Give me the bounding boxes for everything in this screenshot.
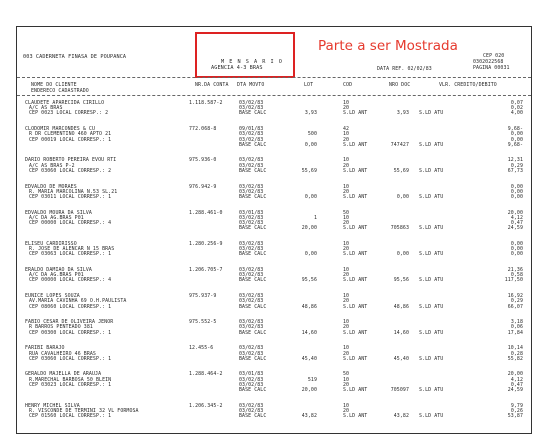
amount-value: 55,82	[507, 355, 523, 362]
base-calc: BASE CALC	[239, 413, 267, 420]
movement-date: 03/02/83	[239, 272, 264, 279]
cod-value: S.LD ANT	[343, 413, 368, 420]
base-calc: BASE CALC	[239, 193, 267, 200]
movement-date: 03/02/83	[239, 298, 264, 305]
client-address: R. JOSE DE ALENCAR N 15 BRAS	[29, 246, 115, 253]
report-period: M E N S A R I O	[221, 59, 283, 65]
amount-value: 0,47	[510, 381, 523, 388]
base-calc: BASE CALC	[239, 277, 267, 284]
account-number: 1.288.464-2	[189, 371, 223, 378]
sld-status: S.LD ATU	[419, 167, 444, 174]
client-cep: CEP 03060 LOCAL CORRESP.: 2	[29, 167, 112, 174]
amount-value: 16,92	[507, 293, 523, 300]
lot-value: 20,00	[301, 225, 317, 232]
cod-value: 42	[343, 126, 350, 133]
client-name: GERALDO MAJELLA DE ARAUJA	[25, 371, 102, 378]
movement-date: 03/02/83	[239, 376, 264, 383]
report-cep: CEP 020	[483, 53, 505, 59]
lot-value: 55,69	[301, 167, 317, 174]
amount-value: 9,68-	[507, 141, 523, 148]
account-number: 975.937-9	[189, 293, 217, 300]
cod-value: 20	[343, 188, 350, 195]
client-cep: CEP 03023 LOCAL CORRESP.: 1	[29, 381, 112, 388]
client-address: R BARROS PENTEADO 381	[29, 324, 93, 331]
amount-value: 20,00	[507, 209, 523, 216]
movement-date: 03/02/83	[239, 267, 264, 273]
client-cep: CEP 08060 LOCAL CORRESP.: 1	[29, 303, 112, 310]
client-cep: CEP 00019 LOCAL CORRESP.: 1	[29, 136, 112, 143]
doc-number: 55,69	[393, 167, 409, 174]
doc-number: 705097	[390, 387, 409, 393]
cod-value: 10	[343, 293, 350, 300]
cod-value: S.LD ANT	[343, 303, 368, 310]
client-cep: CEP 01560 LOCAL CORRESP.: 1	[29, 413, 112, 420]
amount-value: 53,87	[507, 413, 523, 420]
amount-value: 21,36	[507, 267, 523, 273]
client-address: R.MARECHAL BARBOSA 50 BLEIN	[29, 376, 112, 383]
cod-value: 10	[343, 157, 350, 164]
cod-value: 10	[343, 402, 350, 409]
header-rule-bottom	[17, 95, 531, 96]
account-number: 1.118.587-2	[189, 100, 223, 106]
lot-value: 43,82	[301, 413, 317, 420]
cod-value: 20	[343, 324, 350, 331]
amount-value: 0,28	[510, 350, 523, 357]
cod-value: S.LD ANT	[343, 225, 368, 232]
base-calc: BASE CALC	[239, 167, 267, 174]
amount-value: 9,68-	[507, 126, 523, 133]
amount-value: 0,06	[510, 324, 523, 331]
amount-value: 0,00	[510, 183, 523, 190]
lot-value: 20,00	[301, 387, 317, 393]
doc-number: 705863	[390, 225, 409, 232]
sld-status: S.LD ATU	[419, 251, 444, 258]
report-title: 003 CADERNETA FINASA DE POUPANCA	[23, 54, 127, 60]
base-calc: BASE CALC	[239, 303, 267, 310]
report-agency: AGENCIA 4-3 BRAS	[211, 65, 263, 71]
amount-value: 0,00	[510, 193, 523, 200]
movement-date: 03/02/83	[239, 345, 264, 352]
base-calc: BASE CALC	[239, 141, 267, 148]
amount-value: 0,00	[510, 131, 523, 138]
lot-value: 3,93	[304, 110, 317, 117]
movement-date: 03/02/83	[239, 246, 264, 253]
client-name: ELISEU CARDIRISSO	[25, 240, 77, 247]
amount-value: 3,18	[510, 319, 523, 326]
client-name: CLODOMIR MARCONDES & CU	[25, 126, 96, 133]
client-name: CLAUDETE APARECIDA CIRILLO	[25, 100, 105, 106]
lot-value: 519	[307, 376, 317, 383]
cod-value: 20	[343, 407, 350, 414]
movement-date: 03/02/83	[239, 350, 264, 357]
movement-date: 03/02/83	[239, 319, 264, 326]
doc-number: 14,60	[393, 329, 409, 336]
cod-value: S.LD ANT	[343, 277, 368, 284]
amount-value: 9,79	[510, 402, 523, 409]
client-address: AV.MARIA CAVINHA 69 O.H.PAULISTA	[29, 298, 127, 305]
client-address: A/C DA AG.BRAS P01	[29, 272, 84, 279]
amount-value: 4,12	[510, 376, 523, 383]
account-number: 772.068-8	[189, 126, 217, 133]
sld-status: S.LD ATU	[419, 387, 444, 393]
cod-value: 10	[343, 183, 350, 190]
account-number: 1.206.705-7	[189, 267, 223, 273]
annotation-note: Parte a ser Mostrada	[318, 38, 458, 54]
movement-date: 03/02/83	[239, 240, 264, 247]
cod-value: S.LD ANT	[343, 193, 368, 200]
amount-value: 0,00	[510, 246, 523, 253]
amount-value: 0,02	[510, 105, 523, 112]
movement-date: 03/01/83	[239, 371, 264, 378]
client-name: DARIO ROBERTO PEREIRA EVOU RTI	[25, 157, 117, 164]
movement-date: 03/02/83	[239, 214, 264, 221]
movement-date: 03/02/83	[239, 402, 264, 409]
col-lot: LOT	[304, 82, 314, 88]
doc-number: 3,93	[396, 110, 409, 117]
client-cep: CEP 00000 LOCAL CORRESP.: 4	[29, 220, 112, 226]
amount-value: 0,00	[510, 188, 523, 195]
base-calc: BASE CALC	[239, 110, 267, 117]
cod-value: 10	[343, 345, 350, 352]
client-address: A/C AS BRAS P-2	[29, 162, 75, 169]
lot-value: 95,56	[301, 277, 317, 284]
header-rule-top	[17, 77, 531, 78]
cod-value: 20	[343, 381, 350, 388]
cod-value: 10	[343, 100, 350, 106]
cod-value: 10	[343, 319, 350, 326]
cod-value: S.LD ANT	[343, 110, 368, 117]
movement-date: 03/02/83	[239, 293, 264, 300]
account-number: 975.936-0	[189, 157, 217, 164]
base-calc: BASE CALC	[239, 329, 267, 336]
doc-number: 0,00	[396, 251, 409, 258]
lot-value: 0,00	[304, 193, 317, 200]
amount-value: 17,84	[507, 329, 523, 336]
base-calc: BASE CALC	[239, 251, 267, 258]
amount-value: 66,07	[507, 303, 523, 310]
amount-value: 0,26	[510, 407, 523, 414]
amount-value: 24,59	[507, 387, 523, 393]
cod-value: S.LD ANT	[343, 355, 368, 362]
movement-date: 03/02/83	[239, 188, 264, 195]
amount-value: 0,00	[510, 251, 523, 258]
lot-value: 0,00	[304, 141, 317, 148]
movement-date: 03/02/83	[239, 183, 264, 190]
amount-value: 24,59	[507, 225, 523, 232]
sld-status: S.LD ATU	[419, 225, 444, 232]
cod-value: S.LD ANT	[343, 329, 368, 336]
account-number: 12.455-6	[189, 345, 214, 352]
cod-value: 20	[343, 136, 350, 143]
cod-value: 20	[343, 350, 350, 357]
cod-value: 20	[343, 162, 350, 169]
sld-status: S.LD ATU	[419, 413, 444, 420]
col-value: VLR. CREDITO/DEBITO	[439, 82, 497, 88]
lot-value: 45,40	[301, 355, 317, 362]
amount-value: 0,29	[510, 298, 523, 305]
cod-value: 10	[343, 131, 350, 138]
amount-value: 20,00	[507, 371, 523, 378]
amount-value: 0,47	[510, 220, 523, 226]
client-address: R. MARIA MARCOLINA N.53 SL.21	[29, 188, 118, 195]
col-account: NR.DA CONTA	[195, 82, 229, 88]
client-address: RUA CAVALHEIRO 46 BRAS	[29, 350, 96, 357]
client-name: EDVALDO MOURA DA SILVA	[25, 209, 92, 216]
client-address: R. VISCONDE DE TERMINI 32 VL FORMOSA	[29, 407, 139, 414]
cod-value: 20	[343, 105, 350, 112]
client-name: EDVALDO DE MORAES	[25, 183, 77, 190]
cod-value: S.LD ANT	[343, 387, 368, 393]
base-calc: BASE CALC	[239, 387, 267, 393]
report-sheet	[16, 26, 532, 434]
client-name: ERALDO DAMIAO DA SILVA	[25, 267, 92, 273]
movement-date: 03/02/83	[239, 131, 264, 138]
sld-status: S.LD ATU	[419, 303, 444, 310]
lot-value: 14,60	[301, 329, 317, 336]
sld-status: S.LD ATU	[419, 329, 444, 336]
cod-value: 10	[343, 376, 350, 383]
sld-status: S.LD ATU	[419, 193, 444, 200]
cod-value: 20	[343, 298, 350, 305]
amount-value: 4,12	[510, 214, 523, 221]
doc-number: 48,86	[393, 303, 409, 310]
report-code: 0302022568	[473, 59, 504, 65]
amount-value: 10,14	[507, 345, 523, 352]
sld-status: S.LD ATU	[419, 277, 444, 284]
client-cep: CEP 03011 LOCAL CORRESP.: 1	[29, 193, 112, 200]
client-cep: CEP 03063 LOCAL CORRESP.: 1	[29, 251, 112, 258]
movement-date: 03/02/83	[239, 381, 264, 388]
client-name: EUNICE LOPES SOUZA	[25, 293, 80, 300]
report-date: DATA REF. 02/02/83	[377, 66, 432, 72]
cod-value: 20	[343, 272, 350, 279]
doc-number: 43,82	[393, 413, 409, 420]
lot-value: 1	[313, 214, 317, 221]
cod-value: S.LD ANT	[343, 167, 368, 174]
movement-date: 09/01/83	[239, 126, 264, 133]
client-cep: CEP 00000 LOCAL CORRESP.: 4	[29, 277, 112, 284]
cod-value: 20	[343, 220, 350, 226]
col-address: ENDERECO CADASTRADO	[31, 88, 89, 94]
movement-date: 03/02/83	[239, 136, 264, 143]
client-name: FABIO CESAR DE OLIVEIRA JENOR	[25, 319, 114, 326]
client-name: FARIBI BARAJO	[25, 345, 65, 352]
amount-value: 117,50	[504, 277, 523, 284]
lot-value: 0,00	[304, 251, 317, 258]
sld-status: S.LD ATU	[419, 141, 444, 148]
cod-value: 10	[343, 240, 350, 247]
movement-date: 03/01/83	[239, 209, 264, 216]
client-address: A/C AS BRAS	[29, 105, 63, 112]
client-name: HENRY MICHEL SILVA	[25, 402, 80, 409]
doc-number: 0,00	[396, 193, 409, 200]
cod-value: 50	[343, 371, 350, 378]
movement-date: 03/02/83	[239, 100, 264, 106]
amount-value: 0,00	[510, 136, 523, 143]
cod-value: 20	[343, 246, 350, 253]
client-address: A/C DA AG.BRAS P01	[29, 214, 84, 221]
cod-value: 10	[343, 267, 350, 273]
client-cep: CEP 0023 LOCAL CORRESP.: 2	[29, 110, 109, 117]
amount-value: 67,73	[507, 167, 523, 174]
base-calc: BASE CALC	[239, 355, 267, 362]
amount-value: 0,29	[510, 162, 523, 169]
account-number: 976.942-9	[189, 183, 217, 190]
movement-date: 03/02/83	[239, 162, 264, 169]
cod-value: S.LD ANT	[343, 141, 368, 148]
doc-number: 95,56	[393, 277, 409, 284]
account-number: 975.552-5	[189, 319, 217, 326]
movement-date: 03/02/83	[239, 324, 264, 331]
movement-date: 03/02/83	[239, 105, 264, 112]
report-page: PAGINA 00031	[473, 65, 510, 71]
amount-value: 4,00	[510, 110, 523, 117]
sld-status: S.LD ATU	[419, 355, 444, 362]
account-number: 1.280.256-9	[189, 240, 223, 247]
col-name: NOME DO CLIENTE	[31, 82, 77, 88]
lot-value: 500	[307, 131, 317, 138]
amount-value: 12,31	[507, 157, 523, 164]
client-cep: CEP 00300 LOCAL CORRESP.: 1	[29, 329, 112, 336]
sld-status: S.LD ATU	[419, 110, 444, 117]
movement-date: 03/02/83	[239, 220, 264, 226]
account-number: 1.288.461-0	[189, 209, 223, 216]
movement-date: 03/02/83	[239, 157, 264, 164]
col-doc: NRO DOC	[389, 82, 411, 88]
col-movement: DTA MOVTO	[237, 82, 265, 88]
movement-date: 03/02/83	[239, 407, 264, 414]
amount-value: 0,07	[510, 100, 523, 106]
cod-value: S.LD ANT	[343, 251, 368, 258]
doc-number: 45,40	[393, 355, 409, 362]
amount-value: 0,00	[510, 240, 523, 247]
cod-value: 10	[343, 214, 350, 221]
cod-value: 50	[343, 209, 350, 216]
amount-value: 0,58	[510, 272, 523, 279]
lot-value: 48,86	[301, 303, 317, 310]
col-cod: COD	[343, 82, 353, 88]
client-address: R DR CLEMENTINO 460 APTO 21	[29, 131, 112, 138]
base-calc: BASE CALC	[239, 225, 267, 232]
doc-number: 747427	[390, 141, 409, 148]
account-number: 1.206.345-2	[189, 402, 223, 409]
client-cep: CEP 03060 LOCAL CORRESP.: 1	[29, 355, 112, 362]
